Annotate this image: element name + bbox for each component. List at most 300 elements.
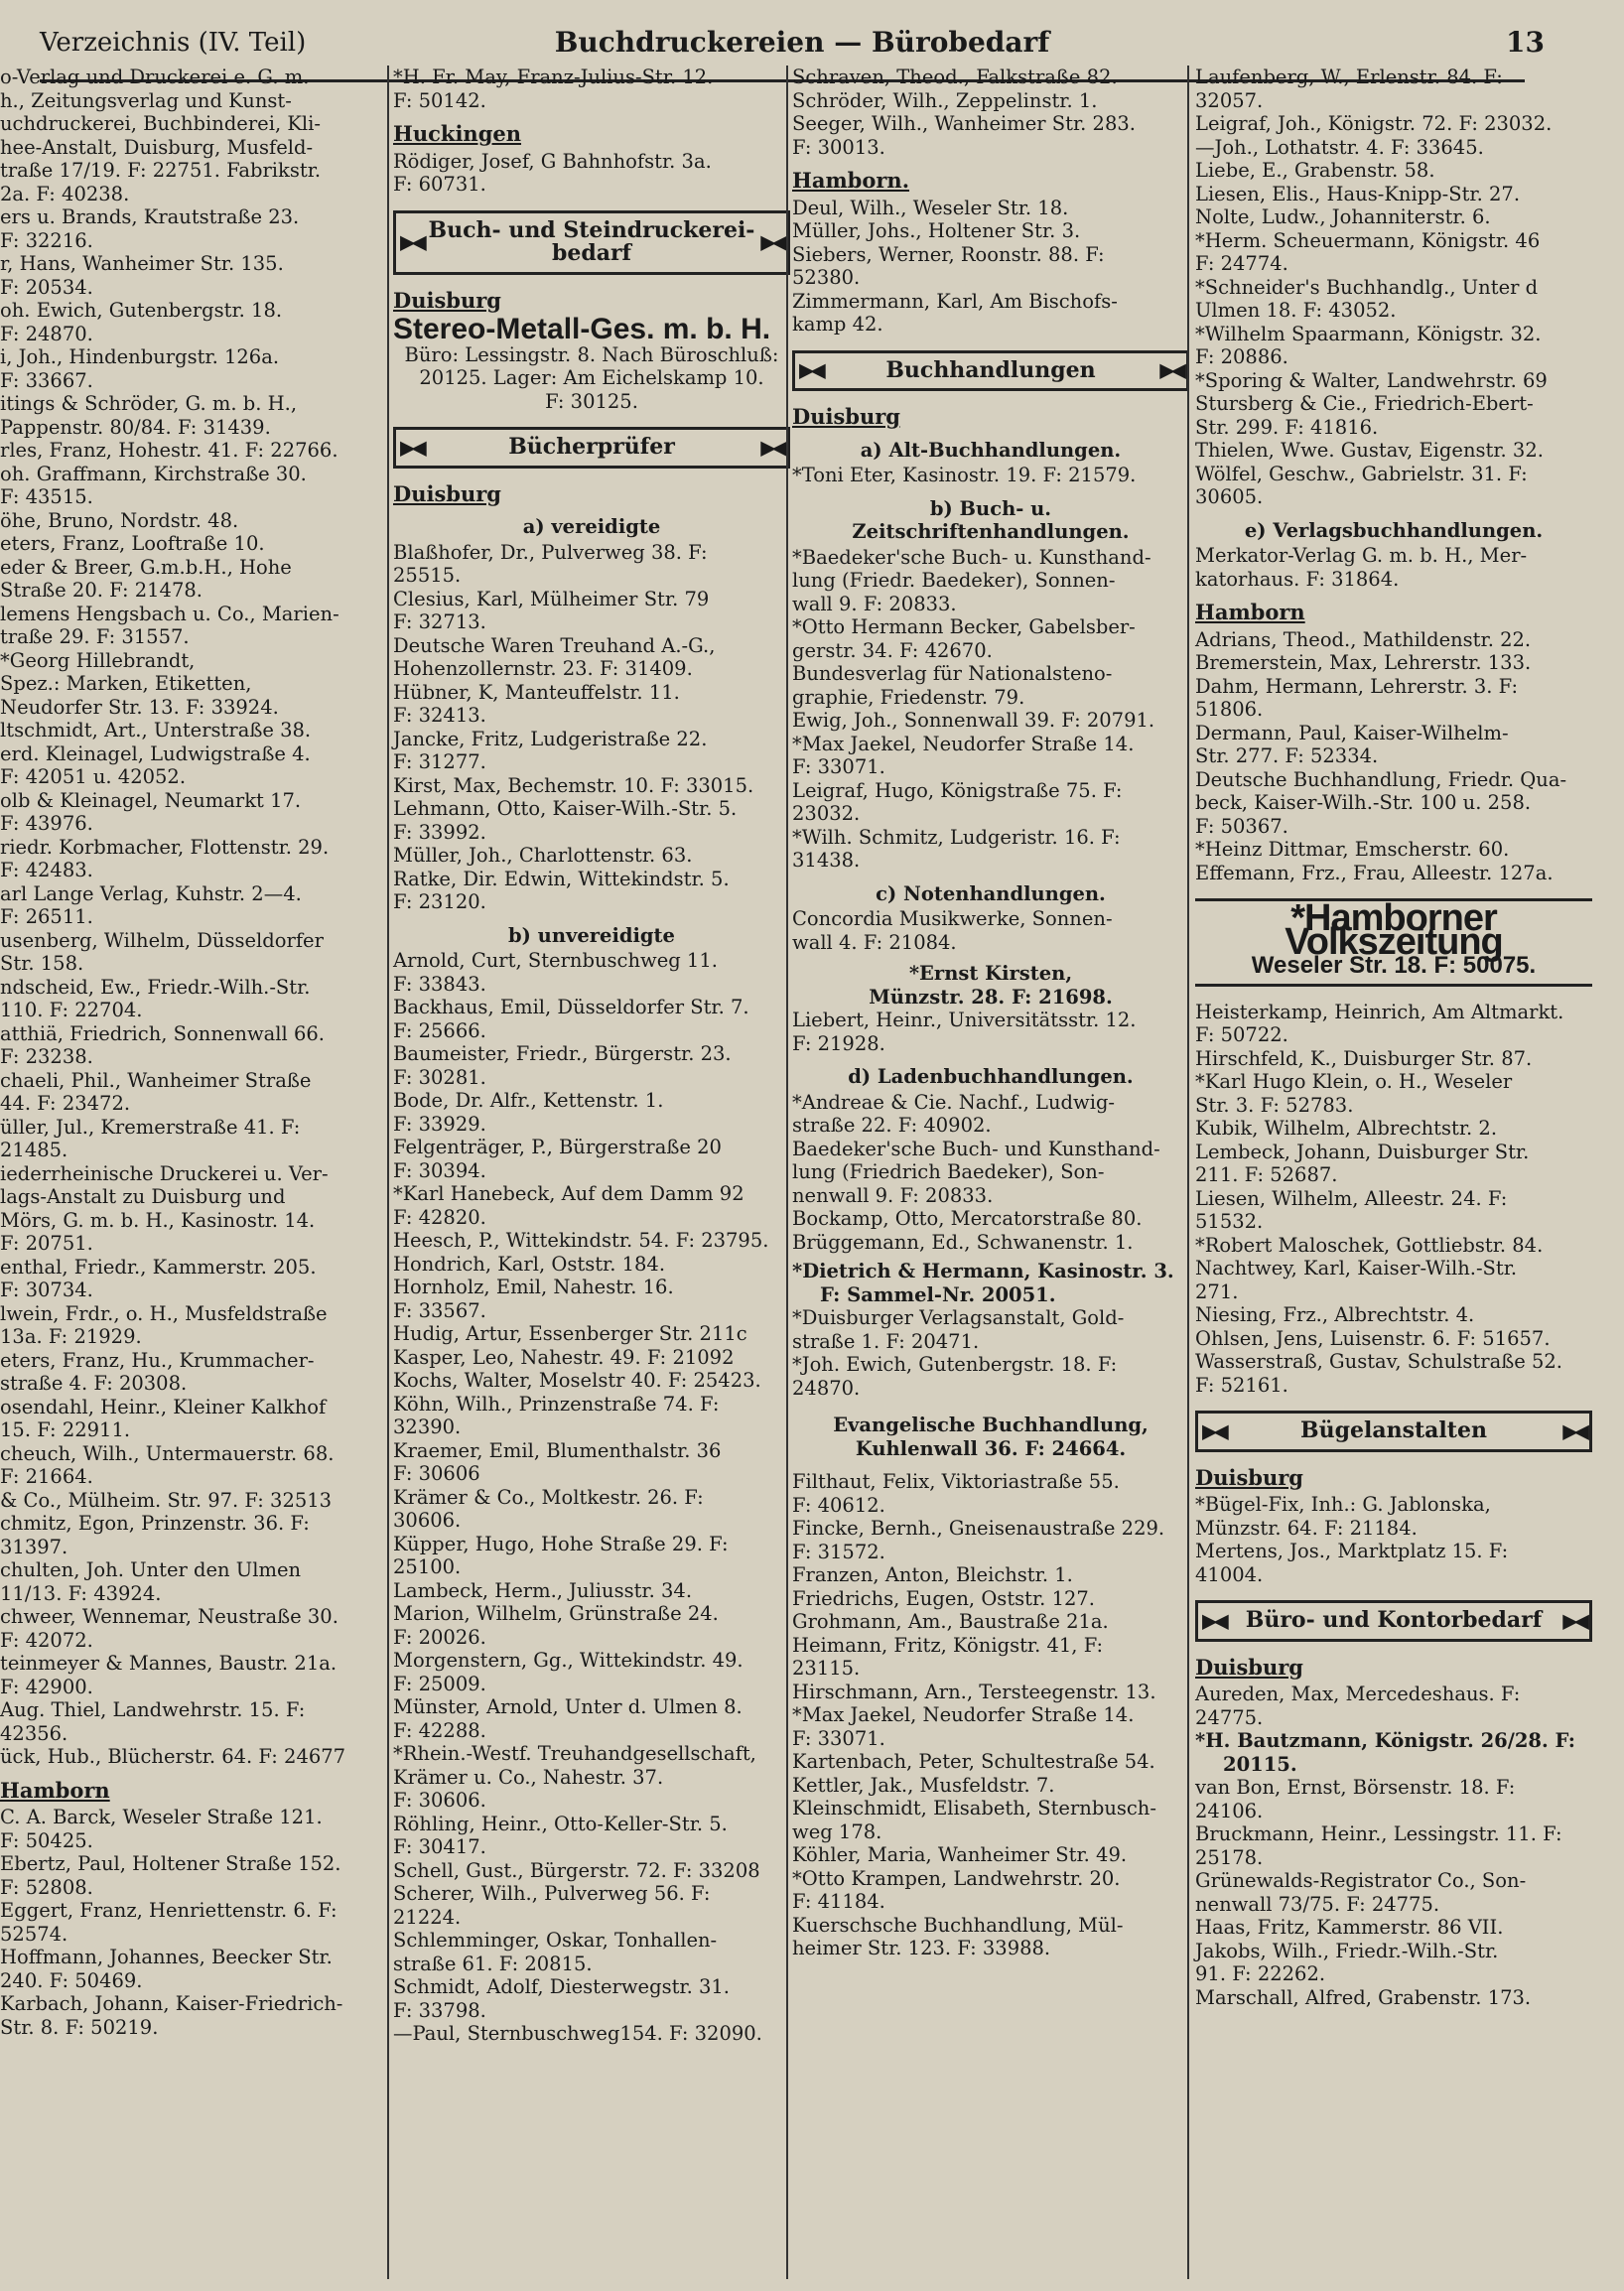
list-item: oh. Ewich, Gutenbergstr. 18. (0, 299, 283, 322)
list-item: Str. 158. (0, 952, 84, 975)
list-item: 23115. (792, 1657, 861, 1680)
list-item: Straße 20. F: 21478. (0, 579, 203, 602)
list-item: F: 21664. (0, 1465, 93, 1488)
list-item: 30606. (393, 1509, 462, 1532)
col1-hamborn-entries (0, 1806, 382, 2039)
list-item: *Andreae & Cie. Nachf., Ludwig- (792, 1090, 1116, 1114)
list-item: *Heinz Dittmar, Emscherstr. 60. (1195, 838, 1510, 861)
list-item: Str. 8. F: 50219. (0, 2015, 159, 2039)
list-item: Hondrich, Karl, Oststr. 184. (393, 1252, 666, 1276)
list-item: Baedeker'sche Buch- und Kunsthand- (792, 1137, 1160, 1160)
list-item: 32390. (393, 1415, 462, 1438)
list-item: *Karl Hugo Klein, o. H., Weseler (1195, 1070, 1513, 1093)
list-item: riedr. Korbmacher, Flottenstr. 29. (0, 835, 330, 859)
list-item: Merkator-Verlag G. m. b. H., Mer- (1195, 544, 1528, 567)
list-item: Liebe, E., Grabenstr. 58. (1195, 159, 1435, 182)
list-item: Liebert, Heinr., Universitätsstr. 12. (792, 1009, 1137, 1031)
bautzmann-entry: *H. Bautzmann, Königstr. 26/28. F: 20115. (1195, 1729, 1575, 1776)
list-item: Baumeister, Friedr., Bürgerstr. 23. (393, 1042, 732, 1065)
list-item: Siebers, Werner, Roonstr. 88. F: (792, 242, 1105, 266)
list-item: F: 23120. (393, 890, 486, 913)
list-item: *Otto Krampen, Landwehrstr. 20. (792, 1866, 1121, 1890)
list-item: —Joh., Lothatstr. 4. F: 33645. (1195, 135, 1484, 159)
subheading-unvereidigte: b) unvereidigte (508, 923, 675, 947)
list-item: 2a. F: 40238. (0, 182, 130, 205)
col4-buero-entries (1195, 1683, 1592, 1729)
city-heading-hamborn-2: Hamborn. (792, 168, 910, 193)
list-item: Heimann, Fritz, Königstr. 41, F: (792, 1633, 1104, 1657)
city-heading-huckingen: Huckingen (393, 121, 522, 146)
list-item: lags-Anstalt zu Duisburg und (0, 1185, 286, 1208)
city-heading-duisburg-3: Duisburg (792, 404, 900, 429)
list-item: Köhler, Maria, Wanheimer Str. 49. (792, 1843, 1128, 1866)
list-item: Hohenzollernstr. 23. F: 31409. (393, 657, 693, 680)
list-item: Ewig, Joh., Sonnenwall 39. F: 20791. (792, 709, 1155, 732)
list-item: F: 31572. (792, 1540, 885, 1563)
list-item: *Max Jaekel, Neudorfer Straße 14. (792, 1703, 1135, 1726)
page-header (40, 22, 1564, 62)
list-item: *Robert Maloschek, Gottliebstr. 84. (1195, 1233, 1544, 1257)
city-heading-duisburg-4: Duisburg (1195, 1464, 1303, 1490)
list-item: Ratke, Dir. Edwin, Wittekindstr. 5. (393, 867, 730, 890)
list-item: Blaßhofer, Dr., Pulverweg 38. F: (393, 540, 708, 564)
list-item: Bundesverlag für Nationalsteno- (792, 662, 1113, 685)
list-item: Grünewalds-Registrator Co., Son- (1195, 1869, 1527, 1892)
list-item: *Max Jaekel, Neudorfer Straße 14. (792, 732, 1135, 755)
list-item: F: 20751. (0, 1232, 93, 1255)
list-item: Lembeck, Johann, Duisburger Str. (1195, 1140, 1530, 1163)
list-item: Backhaus, Emil, Düsseldorfer Str. 7. (393, 996, 749, 1018)
list-item: Laufenberg, W., Erlenstr. 84. F: (1195, 66, 1503, 88)
list-item: F: 21928. (792, 1031, 885, 1055)
list-item: *H. Fr. May, Franz-Julius-Str. 12. (393, 66, 714, 88)
subheading-zeitschriften: b) Buch- u. Zeitschriftenhandlungen. (852, 496, 1130, 543)
col2-vereidigte-entries (393, 541, 790, 914)
list-item: Hudig, Artur, Essenberger Str. 211c (393, 1322, 747, 1345)
list-item: ndscheid, Ew., Friedr.-Wilh.-Str. (0, 975, 311, 999)
list-item: F: 30013. (792, 135, 885, 159)
list-item: Jancke, Fritz, Ludgeristraße 22. (393, 727, 708, 750)
list-item: —Paul, Sternbuschweg154. F: 32090. (393, 2022, 762, 2045)
col3-noten-entries-2 (792, 1009, 1189, 1055)
list-item: Seeger, Wilh., Wanheimer Str. 283. (792, 112, 1136, 135)
evangelische-ad-name: Evangelische Buchhandlung, (833, 1414, 1149, 1436)
city-heading-duisburg: Duisburg (393, 287, 501, 313)
list-item: 42356. (0, 1721, 68, 1745)
list-item: F: 33071. (792, 1726, 885, 1750)
list-item: F: 42820. (393, 1205, 486, 1229)
list-item: F: 43976. (0, 812, 93, 835)
list-item: 41004. (1195, 1562, 1264, 1586)
list-item: F: 42483. (0, 859, 93, 881)
list-item: 15. F: 22911. (0, 1418, 131, 1441)
list-item: Hübner, K, Manteuffelstr. 11. (393, 680, 680, 704)
list-item: Deul, Wilh., Weseler Str. 18. (792, 196, 1069, 219)
list-item: *Schneider's Buchhandlg., Unter d (1195, 275, 1539, 299)
list-item: F: 42288. (393, 1718, 486, 1742)
list-item: *Joh. Ewich, Gutenbergstr. 18. F: (792, 1353, 1118, 1376)
list-item: Str. 277. F: 52334. (1195, 744, 1379, 767)
list-item: 51806. (1195, 698, 1264, 721)
list-item: F: 52808. (0, 1875, 93, 1899)
list-item: Röhling, Heinr., Otto-Keller-Str. 5. (393, 1812, 728, 1835)
list-item: F: 33798. (393, 1998, 486, 2022)
list-item: Kirst, Max, Bechemstr. 10. F: 33015. (393, 773, 754, 797)
section-banner-buchhandlungen: ▶◀ Buchhandlungen ▶◀ (792, 350, 1189, 392)
list-item: chmitz, Egon, Prinzenstr. 36. F: (0, 1512, 310, 1535)
col3-laden-entries (792, 1091, 1189, 1255)
list-item: Hornholz, Emil, Nahestr. 16. (393, 1276, 674, 1298)
evangelische-ad-address: Kuhlenwall 36. F: 24664. (855, 1436, 1127, 1460)
list-item: r, Hans, Wanheimer Str. 135. (0, 252, 284, 275)
list-item: nenwall 73/75. F: 24775. (1195, 1892, 1440, 1916)
list-item: F: 20886. (1195, 345, 1288, 368)
list-item: Münzstr. 64. F: 21184. (1195, 1516, 1418, 1540)
list-item: Lehmann, Otto, Kaiser-Wilh.-Str. 5. (393, 797, 738, 820)
list-item: straße 22. F: 40902. (792, 1114, 992, 1137)
list-item: beck, Kaiser-Wilh.-Str. 100 u. 258. (1195, 791, 1532, 814)
list-item: 110. F: 22704. (0, 999, 143, 1021)
list-item: F: 41184. (792, 1890, 885, 1913)
list-item: iederrheinische Druckerei u. Ver- (0, 1161, 329, 1185)
list-item: Kuerschsche Buchhandlung, Mül- (792, 1913, 1124, 1937)
list-item: Dahm, Hermann, Lehrerstr. 3. F: (1195, 674, 1519, 698)
list-item: eters, Franz, Hu., Krummacher- (0, 1348, 315, 1372)
list-item: Marion, Wilhelm, Grünstraße 24. (393, 1602, 719, 1625)
list-item: F: 20534. (0, 275, 93, 299)
list-item: öhe, Bruno, Nordstr. 48. (0, 508, 239, 532)
list-item: Münster, Arnold, Unter d. Ulmen 8. (393, 1695, 743, 1718)
list-item: F: 33071. (792, 755, 885, 778)
list-item: Neudorfer Str. 13. F: 33924. (0, 695, 279, 719)
list-item: straße 4. F: 20308. (0, 1372, 188, 1395)
section-banner-druckereibedarf: ▶◀ Buch- und Steindruckerei-bedarf ▶◀ (393, 210, 790, 275)
list-item: Friedrichs, Eugen, Oststr. 127. (792, 1586, 1095, 1610)
list-item: 24106. (1195, 1799, 1264, 1822)
list-item: *Bügel-Fix, Inh.: G. Jablonska, (1195, 1493, 1491, 1516)
list-item: Eggert, Franz, Henriettenstr. 6. F: (0, 1899, 338, 1922)
list-item: Clesius, Karl, Mülheimer Str. 79 (393, 587, 710, 610)
list-item: Marschall, Alfred, Grabenstr. 173. (1195, 1985, 1532, 2009)
list-item: F: 32216. (0, 228, 93, 252)
list-item: Kasper, Leo, Nahestr. 49. F: 21092 (393, 1345, 735, 1369)
list-item: usenberg, Wilhelm, Düsseldorfer (0, 928, 324, 952)
list-item: teinmeyer & Mannes, Baustr. 21a. (0, 1652, 338, 1675)
col3-zeitschriften-entries (792, 546, 1189, 873)
list-item: Bode, Dr. Alfr., Kettenstr. 1. (393, 1089, 664, 1112)
city-heading-duisburg-5: Duisburg (1195, 1654, 1303, 1680)
list-item: F: 30606 (393, 1462, 480, 1485)
list-item: Aureden, Max, Mercedeshaus. F: (1195, 1683, 1521, 1705)
list-item: F: 50722. (1195, 1023, 1288, 1046)
list-item: F: 24870. (0, 322, 93, 345)
col2-unvereidigte-entries (393, 949, 790, 2046)
list-item: o-Verlag und Druckerei e. G. m. (0, 66, 310, 88)
list-item: Effemann, Frz., Frau, Alleestr. 127a. (1195, 861, 1554, 884)
city-heading-hamborn: Hamborn (0, 1777, 110, 1803)
list-item: Schell, Gust., Bürgerstr. 72. F: 33208 (393, 1858, 760, 1882)
list-item: chweer, Wennemar, Neustraße 30. (0, 1605, 338, 1628)
col4-buegel-entries (1195, 1493, 1592, 1586)
col4-hamborn-entries (1195, 628, 1592, 885)
list-item: traße 29. F: 31557. (0, 625, 190, 648)
list-item: Ulmen 18. F: 43052. (1195, 299, 1397, 322)
list-item: F: 24774. (1195, 252, 1288, 275)
list-item: wall 9. F: 20833. (792, 592, 957, 615)
list-item: osendahl, Heinr., Kleiner Kalkhof (0, 1395, 327, 1418)
list-item: 44. F: 23472. (0, 1092, 131, 1115)
list-item: Spez.: Marken, Etiketten, (0, 672, 252, 695)
list-item: Str. 3. F: 52783. (1195, 1093, 1354, 1117)
list-item: Nolte, Ludw., Johanniterstr. 6. (1195, 205, 1491, 228)
col4-buero-entries-2 (1195, 1776, 1592, 2009)
list-item: Arnold, Curt, Sternbuschweg 11. (393, 949, 718, 972)
list-item: Krämer u. Co., Nahestr. 37. (393, 1765, 664, 1789)
list-item: F: 43515. (0, 485, 93, 508)
list-item: straße 61. F: 20815. (393, 1952, 593, 1975)
list-item: *Karl Hanebeck, Auf dem Damm 92 (393, 1182, 744, 1205)
dietrich-hermann-phone: F: Sammel-Nr. 20051. (820, 1282, 1056, 1306)
list-item: olb & Kleinagel, Neumarkt 17. (0, 788, 302, 812)
list-item: Haas, Fritz, Kammerstr. 86 VII. (1195, 1916, 1504, 1939)
list-item: Brüggemann, Ed., Schwanenstr. 1. (792, 1230, 1134, 1254)
list-item: F: 30606. (393, 1789, 486, 1812)
list-item: Karbach, Johann, Kaiser-Friedrich- (0, 1992, 343, 2015)
list-item: 91. F: 22262. (1195, 1962, 1326, 1985)
list-item: Morgenstern, Gg., Wittekindstr. 49. (393, 1649, 744, 1672)
list-item: i, Joh., Hindenburgstr. 126a. (0, 345, 280, 368)
list-item: *Herm. Scheuermann, Königstr. 46 (1195, 228, 1541, 252)
list-item: eters, Franz, Looftraße 10. (0, 532, 265, 555)
subheading-ladenbuchhandlungen: d) Ladenbuchhandlungen. (848, 1065, 1134, 1088)
col3-hamborn-entries (792, 197, 1189, 337)
col2-huckingen-entries (393, 150, 790, 197)
list-item: straße 1. F: 20471. (792, 1329, 980, 1353)
header-section: Verzeichnis (IV. Teil) (40, 28, 307, 58)
list-item: kamp 42. (792, 313, 883, 336)
list-item: Büro: Lessingstr. 8. Nach Büroschluß: (404, 342, 779, 366)
list-item: Heesch, P., Wittekindstr. 54. F: 23795. (393, 1229, 769, 1252)
list-item: heimer Str. 123. F: 33988. (792, 1937, 1051, 1959)
page-number: 13 (1506, 26, 1545, 59)
list-item: 31438. (792, 849, 861, 872)
list-item: 25515. (393, 564, 462, 587)
list-item: *Baedeker'sche Buch- u. Kunsthand- (792, 545, 1151, 569)
list-item: Rödiger, Josef, G Bahnhofstr. 3a. (393, 149, 712, 173)
list-item: Ohlsen, Jens, Luisenstr. 6. F: 51657. (1195, 1326, 1551, 1350)
list-item: Jakobs, Wilh., Friedr.-Wilh.-Str. (1195, 1939, 1499, 1962)
list-item: F: 33567. (393, 1298, 486, 1322)
list-item: ers u. Brands, Krautstraße 23. (0, 205, 300, 228)
list-item: 31397. (0, 1535, 68, 1558)
list-item: *Rhein.-Westf. Treuhandgesellschaft, (393, 1742, 756, 1765)
section-banner-buerobedarf: ▶◀ Büro- und Kontorbedarf ▶◀ (1195, 1600, 1592, 1642)
col4-top-entries (1195, 66, 1592, 509)
list-item: F: 33992. (393, 820, 486, 844)
list-item: Deutsche Waren Treuhand A.-G., (393, 633, 716, 657)
list-item: F: 30281. (393, 1065, 486, 1089)
list-item: Nachtwey, Karl, Kaiser-Wilh.-Str. (1195, 1257, 1518, 1280)
list-item: enthal, Friedr., Kammerstr. 205. (0, 1255, 317, 1279)
list-item: F: 42900. (0, 1675, 93, 1698)
column-3 (786, 66, 1189, 2279)
col3-alt-entries (792, 464, 1189, 487)
list-item: Hoffmann, Johannes, Beecker Str. (0, 1946, 333, 1968)
list-item: Leigraf, Hugo, Königstraße 75. F: (792, 778, 1123, 802)
list-item: 11/13. F: 43924. (0, 1581, 162, 1605)
list-item: Köhn, Wilh., Prinzenstraße 74. F: (393, 1392, 720, 1415)
column-4 (1187, 66, 1592, 2279)
list-item: Str. 299. F: 41816. (1195, 415, 1379, 439)
list-item: 240. F: 50469. (0, 1968, 143, 1992)
list-item: F: 25666. (393, 1018, 486, 1042)
list-item: ück, Hub., Blücherstr. 64. F: 24677 (0, 1745, 346, 1768)
col4-hamborn-entries-2 (1195, 1001, 1592, 1398)
list-item: 13a. F: 21929. (0, 1325, 142, 1348)
list-item: traße 17/19. F: 22751. Fabrikstr. (0, 159, 322, 182)
list-item: Ebertz, Paul, Holtener Straße 152. (0, 1852, 341, 1875)
subheading-verlagsbuchhandlungen: e) Verlagsbuchhandlungen. (1244, 518, 1544, 542)
list-item: Mörs, G. m. b. H., Kasinostr. 14. (0, 1208, 316, 1232)
list-item: F: 50367. (1195, 814, 1288, 838)
section-banner-buecherpruefer: ▶◀ Bücherprüfer ▶◀ (393, 427, 790, 469)
list-item: 30605. (1195, 485, 1264, 508)
list-item: Scherer, Wilh., Pulverweg 56. F: (393, 1882, 711, 1905)
list-item: Heisterkamp, Heinrich, Am Altmarkt. (1195, 1000, 1564, 1023)
list-item: Dermann, Paul, Kaiser-Wilhelm- (1195, 721, 1509, 744)
list-item: 24775. (1195, 1705, 1264, 1729)
list-item: Adrians, Theod., Mathildenstr. 22. (1195, 627, 1532, 651)
list-item: Lambeck, Herm., Juliusstr. 34. (393, 1578, 693, 1602)
list-item: Kraemer, Emil, Blumenthalstr. 36 (393, 1438, 722, 1462)
list-item: Kochs, Walter, Moselstr 40. F: 25423. (393, 1369, 761, 1392)
list-item: h., Zeitungsverlag und Kunst- (0, 88, 292, 112)
list-item: F: 42072. (0, 1628, 93, 1652)
volkszeitung-address: Weseler Str. 18. F: 50075. (1251, 952, 1537, 979)
list-item: 51532. (1195, 1210, 1264, 1233)
list-item: F: 20026. (393, 1625, 486, 1649)
list-item: Krämer & Co., Moltkestr. 26. F: (393, 1485, 704, 1509)
list-item: F: 32413. (393, 704, 486, 727)
column-1 (0, 66, 382, 2279)
list-item: Fincke, Bernh., Gneisenaustraße 229. (792, 1517, 1165, 1540)
subheading-alt-buchhandlungen: a) Alt-Buchhandlungen. (860, 438, 1122, 462)
col1-entries (0, 66, 382, 1769)
list-item: wall 4. F: 21084. (792, 930, 957, 954)
list-item: lung (Friedr. Baedeker), Sonnen- (792, 569, 1116, 592)
list-item: ltschmidt, Art., Unterstraße 38. (0, 719, 312, 741)
col2-top-entries (393, 66, 790, 112)
stereo-metall-ad: Stereo-Metall-Ges. m. b. H. (393, 313, 771, 345)
list-item: gerstr. 34. F: 42670. (792, 638, 993, 662)
list-item: F: 50425. (0, 1828, 93, 1852)
col3-laden-entries-2 (792, 1306, 1189, 1400)
list-item: 21485. (0, 1139, 68, 1161)
list-item: Hirschmann, Arn., Tersteegenstr. 13. (792, 1680, 1156, 1703)
list-item: F: 30734. (0, 1279, 93, 1301)
list-item: 23032. (792, 802, 861, 825)
list-item: F: 31277. (393, 750, 486, 773)
list-item: Leigraf, Joh., Königstr. 72. F: 23032. (1195, 112, 1553, 135)
list-item: *Wilhelm Spaarmann, Königstr. 32. (1195, 322, 1542, 345)
list-item: F: 26511. (0, 905, 93, 928)
list-item: 24870. (792, 1376, 861, 1400)
dietrich-hermann-name: *Dietrich & Hermann, Kasinostr. 3. (792, 1260, 1174, 1282)
list-item: F: 60731. (393, 173, 486, 196)
list-item: Filthaut, Felix, Viktoriastraße 55. (792, 1470, 1120, 1493)
section-banner-buegelanstalten: ▶◀ Bügelanstalten ▶◀ (1195, 1411, 1592, 1452)
list-item: arl Lange Verlag, Kuhstr. 2—4. (0, 881, 302, 905)
list-item: Liesen, Wilhelm, Alleestr. 24. F: (1195, 1186, 1508, 1210)
list-item: 52380. (792, 266, 861, 289)
list-item: Aug. Thiel, Landwehrstr. 15. F: (0, 1698, 306, 1721)
list-item: 21224. (393, 1905, 462, 1929)
list-item: F: 42051 u. 42052. (0, 765, 187, 788)
list-item: Mertens, Jos., Marktplatz 15. F: (1195, 1540, 1509, 1562)
volkszeitung-ad (1195, 898, 1592, 987)
list-item: Kartenbach, Peter, Schultestraße 54. (792, 1750, 1155, 1773)
list-item: 211. F: 52687. (1195, 1163, 1338, 1186)
list-item: katorhaus. F: 31864. (1195, 567, 1400, 591)
list-item: *Sporing & Walter, Landwehrstr. 69 (1195, 368, 1548, 392)
list-item: & Co., Mülheim. Str. 97. F: 32513 (0, 1488, 333, 1512)
list-item: Concordia Musikwerke, Sonnen- (792, 907, 1113, 930)
list-item: Wölfel, Geschw., Gabrielstr. 31. F: (1195, 462, 1528, 485)
list-item: 25178. (1195, 1845, 1264, 1869)
list-item: hee-Anstalt, Duisburg, Musfeld- (0, 135, 314, 159)
list-item: 271. (1195, 1280, 1239, 1303)
list-item: Bruckmann, Heinr., Lessingstr. 11. F: (1195, 1822, 1562, 1845)
list-item: Deutsche Buchhandlung, Friedr. Qua- (1195, 767, 1567, 791)
list-item: *Toni Eter, Kasinostr. 19. F: 21579. (792, 464, 1137, 486)
col4-verlag-entries (1195, 544, 1592, 591)
col3-noten-entries (792, 907, 1189, 954)
list-item: Niesing, Frz., Albrechtstr. 4. (1195, 1303, 1475, 1326)
list-item: Grohmann, Am., Baustraße 21a. (792, 1610, 1109, 1633)
list-item: F: 33667. (0, 368, 93, 392)
list-item: Schraven, Theod., Falkstraße 82. (792, 66, 1118, 88)
list-item: Schlemminger, Oskar, Tonhallen- (393, 1929, 718, 1952)
list-item: graphie, Friedenstr. 79. (792, 685, 1025, 709)
list-item: nenwall 9. F: 20833. (792, 1183, 994, 1207)
list-item: itings & Schröder, G. m. b. H., (0, 392, 298, 415)
list-item: *Duisburger Verlagsanstalt, Gold- (792, 1306, 1125, 1329)
header-title: Buchdruckereien — Bürobedarf (554, 26, 1050, 59)
list-item: van Bon, Ernst, Börsenstr. 18. F: (1195, 1776, 1516, 1799)
column-2 (387, 66, 790, 2279)
stereo-metall-details (393, 343, 790, 414)
list-item: oh. Graffmann, Kirchstraße 30. (0, 462, 307, 485)
list-item: Küpper, Hugo, Hohe Straße 29. F: (393, 1532, 729, 1555)
list-item: chaeli, Phil., Wanheimer Straße (0, 1068, 312, 1092)
col3-top-entries (792, 66, 1189, 159)
list-item: Bremerstein, Max, Lehrerstr. 133. (1195, 651, 1532, 674)
subheading-vereidigte: a) vereidigte (522, 515, 661, 538)
list-item: Müller, Joh., Charlottenstr. 63. (393, 844, 693, 867)
list-item: rles, Franz, Hohestr. 41. F: 22766. (0, 439, 338, 462)
list-item: Kleinschmidt, Elisabeth, Sternbusch- (792, 1797, 1156, 1819)
list-item: 32057. (1195, 88, 1264, 112)
list-item: erd. Kleinagel, Ludwigstraße 4. (0, 741, 311, 765)
list-item: Müller, Johs., Holtener Str. 3. (792, 219, 1081, 242)
list-item: Franzen, Anton, Bleichstr. 1. (792, 1563, 1073, 1586)
list-item: F: 32713. (393, 610, 486, 633)
list-item: F: 40612. (792, 1493, 885, 1517)
list-item: C. A. Barck, Weseler Straße 121. (0, 1806, 323, 1828)
list-item: Liesen, Elis., Haus-Knipp-Str. 27. (1195, 182, 1521, 205)
list-item: 52574. (0, 1922, 68, 1946)
list-item: 25100. (393, 1555, 462, 1578)
